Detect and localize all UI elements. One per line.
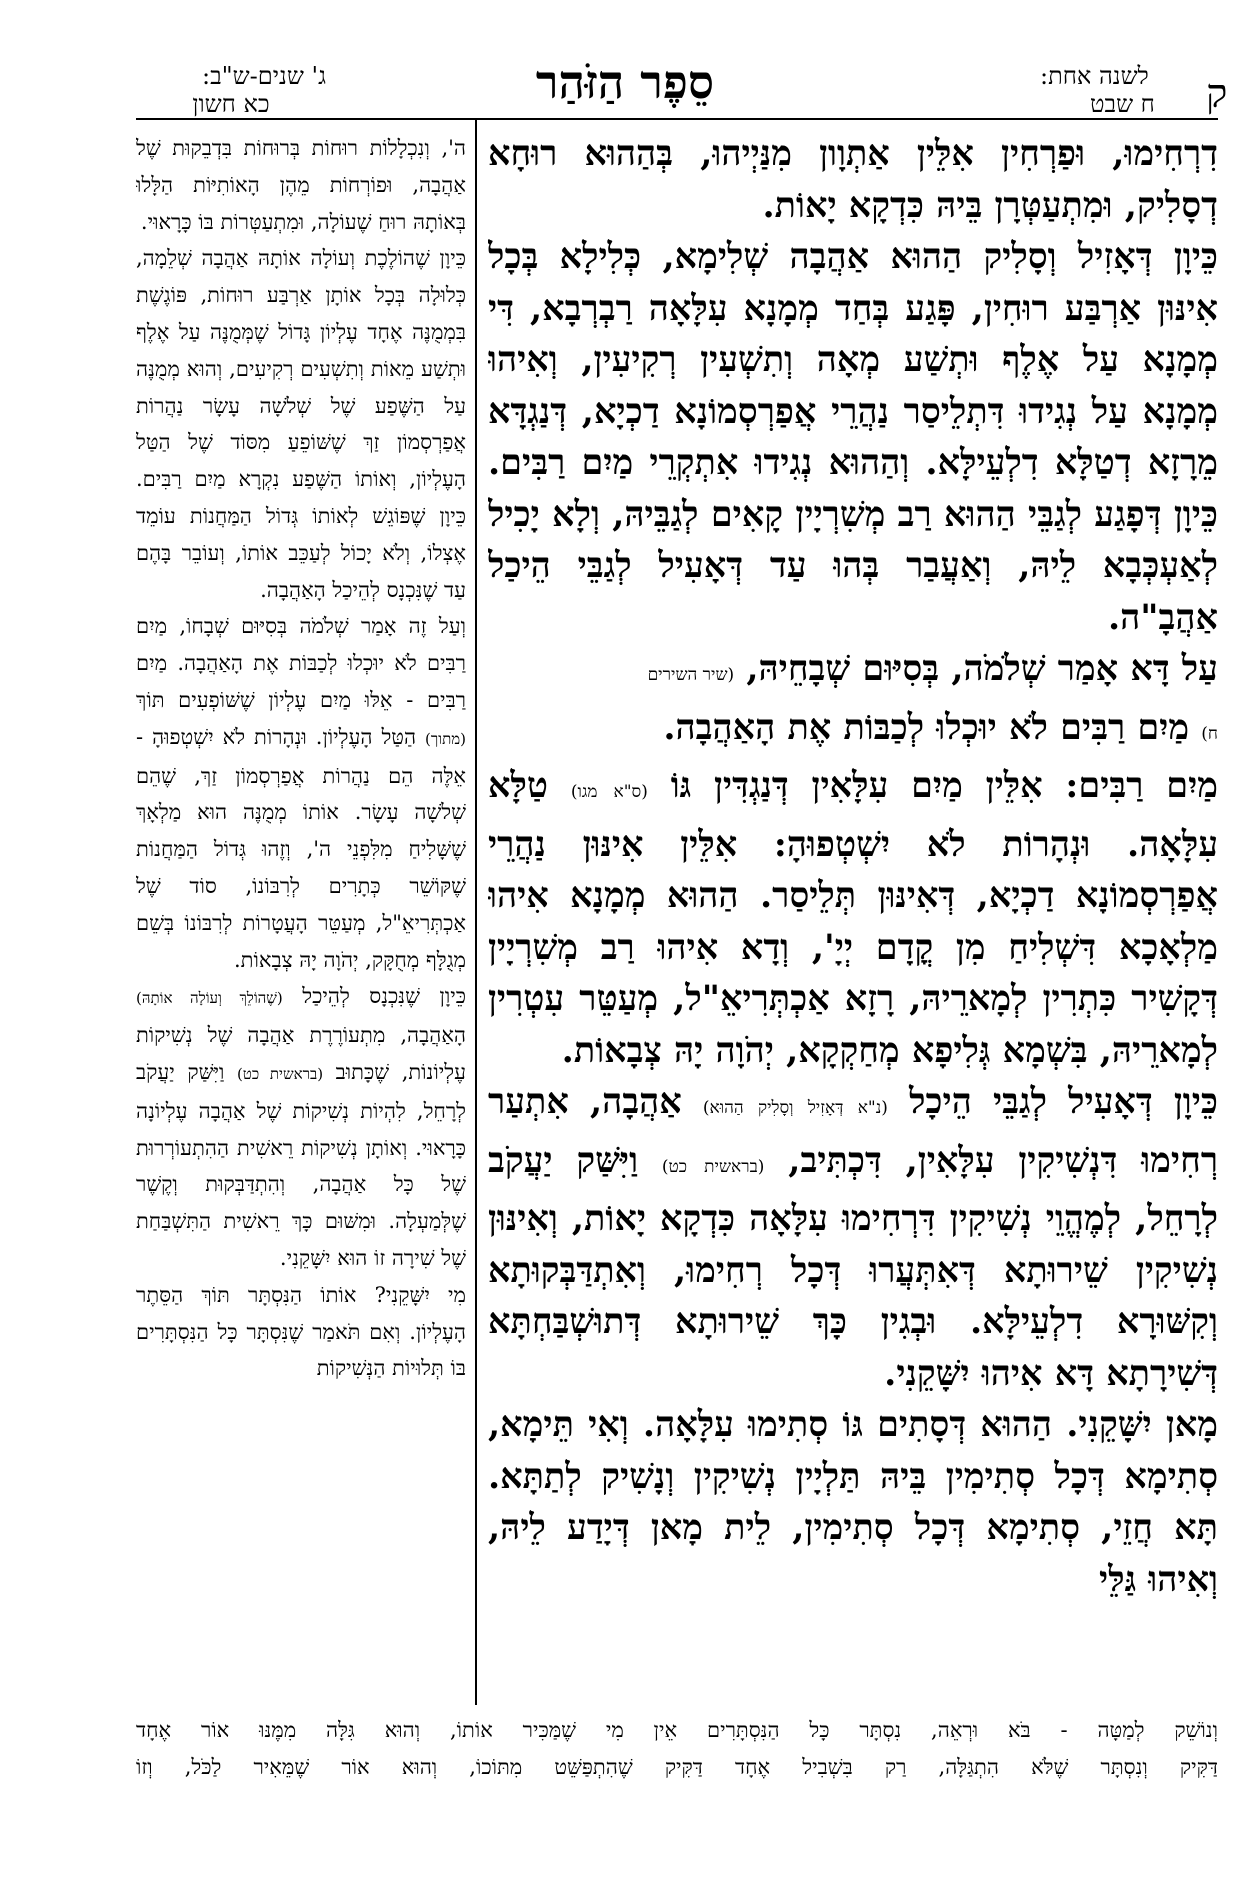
bottom-continuation	[136, 1712, 1218, 1786]
p4-rest2: וַיִּשַּׁק יַעֲקֹב לְרָחֵל, לְמֶהֱוֵי נְשִׁיקִין דִּרְחִימוּ עִלָּאָה כִּדְקָא יָאוֹת, וְאִינּוּן נְשִׁיקִין שֵׁירוּתָא דְּאִתְּעֲרוּ דְּכָל רְחִימוּ, וְאִתְדַּבְּקוּתָא וְקִשּׁוּרָא דִלְעֵילָּא. וּבְגִין כָּךְ שֵׁירוּתָא דְּתוּשְׁבַּחְתָּא דְּשִׁירָתָא דָּא אִיהוּ יִשָּׁקֵנִי.	[488, 1139, 1218, 1394]
hp4-rest2: וַיִּשַּׁק יַעֲקֹב לְרָחֵל, לִהְיוֹת נְשִׁיקוֹת שֶׁל אַהֲבָה עֶלְיוֹנָה כָּרָאוּי. וְאוֹתָן נְשִׁיקוֹת רֵאשִׁית הַהִתְעוֹרְרוּת שֶׁל כָּל אַהֲבָה, וְהִתְדַּבְּקוּת וְקֶשֶׁר שֶׁלְּמַעְלָה. וּמִשּׁוּם כָּךְ רֵאשִׁית הַתִּשְׁבַּחַת שֶׁל שִׁירָה זוֹ הוּא יִשָּׁקֵנִי.	[136, 1059, 466, 1270]
header-right-line2: ח שבט	[1090, 90, 1155, 118]
header-rule	[136, 118, 1218, 120]
hp4-rest: הָאַהֲבָה, מִתְעוֹרֶרֶת אַהֲבָה שֶׁל נְשִׁיקוֹת עֶלְיוֹנוֹת, שֶׁכָּתוּב	[136, 1023, 466, 1084]
header-left	[136, 62, 326, 122]
hp3-start: וְעַל זֶה אָמַר שְׁלֹמֹה בְּסִיּוּם שְׁבָחוֹ, מַיִם רַבִּים לֹא יוּכְלוּ לְכַבּוֹת אֶת הָאַהֲבָה. מַיִם רַבִּים - אֵלּוּ מַיִם עֶלְיוֹן שֶׁשּׁוֹפְעִים תּוֹךְ	[136, 614, 466, 712]
p3-start: מַיִם רַבִּים: אִלֵּין מַיִם עִלָּאִין דְּנַגְדִּין גּוֹ	[670, 765, 1218, 806]
hp4-start: כֵּיוָן שֶׁנִּכְנָס לְהֵיכַל	[302, 984, 466, 1009]
p4-rest: אַהֲבָה, אִתְעַר רְחִימוּ דִּנְשִׁיקִין עִלָּאִין, דִּכְתִּיב,	[488, 1081, 1218, 1181]
p4-start: כֵּיוָן דְּאָעִיל לְגַבֵּי הֵיכָל	[909, 1081, 1218, 1122]
p3-source: (ס"א מגו)	[570, 782, 648, 802]
aramaic-column	[488, 128, 1218, 1703]
hebrew-paragraph-4	[136, 978, 466, 1276]
header-right	[1000, 62, 1200, 122]
aramaic-paragraph-5: מָאן יִשָּׁקֵנִי. הַהוּא דְּסָתִים גּוֹ סְתִימוּ עִלָּאָה. וְאִי תֵּימָא, סְתִימָא דְּכָל סְתִימִין בֵּיהּ תַּלְיָין נְשִׁיקִין וְנָשִׁיק לְתַתָּא. תָּא חֲזֵי, סְתִימָא דְּכָל סְתִימִין, לֵית מָאן דְּיָדַע לֵיהּ, וְאִיהוּ גַּלֵּי	[488, 1404, 1218, 1600]
header-left-line2: כא חשון	[192, 90, 270, 118]
hebrew-paragraph-2: כֵּיוָן שֶׁהוֹלֶכֶת וְעוֹלָה אוֹתָהּ אַהֲבָה שְׁלֵמָה, כְּלוּלָה בְּכָל אוֹתָן אַרְבַּע רוּחוֹת, פּוֹגֶשֶׁת בִּמְמֻנֶּה אֶחָד עֶלְיוֹן גָּדוֹל שֶׁמְּמֻנֶּה עַל אֶלֶף וּתְשַׁע מֵאוֹת וְתִשְׁעִים רְקִיעִים, וְהוּא מְמֻנֶּה עַל הַשֶּׁפַע שֶׁל שְׁלֹשָׁה עָשָׂר נַהֲרוֹת אֲפַרְסְמוֹן זַךְ שֶׁשּׁוֹפֵעַ מִסּוֹד שֶׁל הַטַּל הָעֶלְיוֹן, וְאוֹתוֹ הַשֶּׁפַע נִקְרָא מַיִם רַבִּים. כֵּיוָן שֶׁפּוֹגֵשׁ לְאוֹתוֹ גְּדוֹל הַמַּחֲנוֹת עוֹמֵד אֶצְלוֹ, וְלֹא יָכוֹל לְעַכֵּב אוֹתוֹ, וְעוֹבֵר בָּהֶם עַד שֶׁנִּכְנָס לְהֵיכַל הָאַהֲבָה.	[136, 246, 466, 602]
hp4-source2: (בראשית כט)	[236, 1064, 324, 1083]
hebrew-translation-column	[136, 130, 466, 1700]
column-divider	[475, 118, 477, 1705]
hp4-source: (שֶׁהוֹלֵךְ וְעוֹלָה אוֹתָהּ)	[136, 989, 283, 1008]
aramaic-verse-intro	[488, 643, 1218, 702]
aramaic-paragraph-2: כֵּיוָן דְּאָזִיל וְסָלִיק הַהוּא אַהֲבָה שְׁלִימָא, כְּלִילָא בְּכָל אִינּוּן אַרְבַּע רוּחִין, פָּגַע בְּחַד מְמָנָא עִלָּאָה רַבְרְבָא, דִּי מְמָנָא עַל אֶלֶף וּתְשַׁע מְאָה וְתִשְׁעִין רְקִיעִין, וְאִיהוּ מְמָנָא עַל נְגִידוּ דִּתְלֵיסַר נַהֲרֵי אֲפַרְסְמוֹנָא דַכְיָא, דְּנַגְדָּא מֵרָזָא דְטַלָּא דִלְעֵילָּא. וְהַהוּא נְגִידוּ אִתְקְרֵי מַיִם רַבִּים. כֵּיוָן דְּפָגַע לְגַבֵּי הַהוּא רַב מְשִׁרְיָין קָאִים לְגַבֵּיהּ, וְלָא יָכִיל לְאַעְכְּבָא לֵיהּ, וְאַעֲבַר בְּהוּ עַד דְּאָעִיל לְגַבֵּי הֵיכַל אַהֲבָ"ה.	[488, 236, 1218, 638]
header-left-line1: ג' שנים-ש"ב:	[201, 62, 326, 90]
bottom-line-1: וְנוֹשֵׁק לְמַטָּה - בֹּא וּרְאֵה, נִסְתָּר כָּל הַנִּסְתָּרִים אֵין מִי שֶׁמַּכִּיר אוֹתוֹ, וְהוּא גִּלָּה מִמֶּנּוּ אוֹר אֶחָד	[136, 1718, 1218, 1742]
verse-number: ח)	[1201, 723, 1218, 744]
hebrew-paragraph-1: ה', וְנִכְלָלוֹת רוּחוֹת בְּרוּחוֹת בִּדְבֵקוּת שֶׁל אַהֲבָה, וּפוֹרְחוֹת מֵהֶן הָאוֹתִיּוֹת הַלָּלוּ בְּאוֹתָהּ רוּחַ שֶׁעוֹלָה, וּמִתְעַטְּרוֹת בּוֹ כָּרָאוּי.	[136, 136, 466, 234]
page-title: סֵפֶר הַזֹּהַר	[535, 55, 715, 109]
aramaic-paragraph-1: דִרְחִימוּ, וּפַרְחִין אִלֵּין אַתְוָון מִנַּיְיהוּ, בְּהַהוּא רוּחָא דְסָלִיק, וּמִתְעַטְּרָן בֵּיהּ כִּדְקָא יָאוֹת.	[488, 133, 1218, 226]
hp3-rest: הַטַּל הָעֶלְיוֹן. וּנְהָרוֹת לֹא יִשְׁטְפוּהָ - אֵלֶּה הֵם נַהֲרוֹת אֲפַרְסְמוֹן זַךְ, שֶׁהֵם שְׁלֹשָׁה עָשָׂר. אוֹתוֹ מְמֻנֶּה הוּא מַלְאָךְ שֶׁשָּׁלִיחַ מִלִּפְנֵי ה', וְזֶהוּ גְּדוֹל הַמַּחֲנוֹת שֶׁקּוֹשֵׁר כְּתָרִים לְרִבּוֹנוֹ, סוֹד שֶׁל אַכְתְּרִיאֵ"ל, מְעַטֵּר הָעֲטָרוֹת לְרִבּוֹנוֹ בְּשֵׁם מְגֻלָּף מְחֻקָּק, יְהֹוָה יָהּ צְבָאוֹת.	[136, 724, 466, 972]
aramaic-verse	[488, 702, 1218, 761]
verse-source: (שיר השירים	[647, 665, 735, 685]
p4-source: (נ"א דְּאָזִיל וְסָלִיק הַהוּא)	[702, 1098, 888, 1118]
aramaic-paragraph-4	[488, 1076, 1218, 1399]
aramaic-paragraph-3	[488, 760, 1218, 1076]
verse-text: מַיִם רַבִּים לֹא יוּכְלוּ לְכַבּוֹת אֶת הָאַהֲבָה.	[663, 706, 1190, 748]
header-right-line1: לשנה אחת:	[1040, 62, 1149, 90]
hebrew-paragraph-5: מִי יִשָּׁקֵנִי? אוֹתוֹ הַנִּסְתָּר תּוֹךְ הַסֵּתֶר הָעֶלְיוֹן. וְאִם תֹּאמַר שֶׁנִּסְתָּר כָּל הַנִּסְתָּרִים בּוֹ תְּלוּיוֹת הַנְּשִׁיקוֹת	[136, 1282, 466, 1381]
p4-source2: (בראשית כט)	[661, 1156, 765, 1177]
p3-rest: טַלָּא עִלָּאָה. וּנְהָרוֹת לֹא יִשְׁטְפוּהָ: אִלֵּין אִינּוּן נַהֲרֵי אֲפַרְסְמוֹנָא דַכְיָא, דְּאִינּוּן תְּלֵיסַר. הַהוּא מְמָנָא אִיהוּ מַלְאָכָא דִּשְׁלִיחַ מִן קֳדָם יְיָ', וְדָא אִיהוּ רַב מְשִׁרְיָין דְּקָשִׁיר כִּתְרִין לְמָארֵיהּ, רָזָא אַכְתְּרִיאֵ"ל, מְעַטֵּר עִטְרִין לְמָארֵיהּ, בִּשְׁמָא גְּלִיפָא מְחַקְקָא, יְהֹוָה יָהּ צְבָאוֹת.	[488, 765, 1218, 1071]
page-number-letter: ק	[1206, 71, 1228, 117]
hebrew-paragraph-3	[136, 608, 466, 978]
verse-intro-text: עַל דָּא אָמַר שְׁלֹמֹה, בְּסִיּוּם שְׁבָחֵיהּ,	[746, 648, 1218, 689]
bottom-line-2: דַּקִּיק וְנִסְתָּר שֶׁלֹּא הִתְגַּלָּה, רַק בִּשְׁבִיל אֶחָד דַּקִּיק שֶׁהִתְפַּשֵּׁט מִתּוֹכוֹ, וְהוּא אוֹר שֶׁמֵּאִיר לַכֹּל, וְזוֹ	[136, 1755, 1218, 1779]
hp3-source: (מתוך)	[425, 729, 466, 748]
